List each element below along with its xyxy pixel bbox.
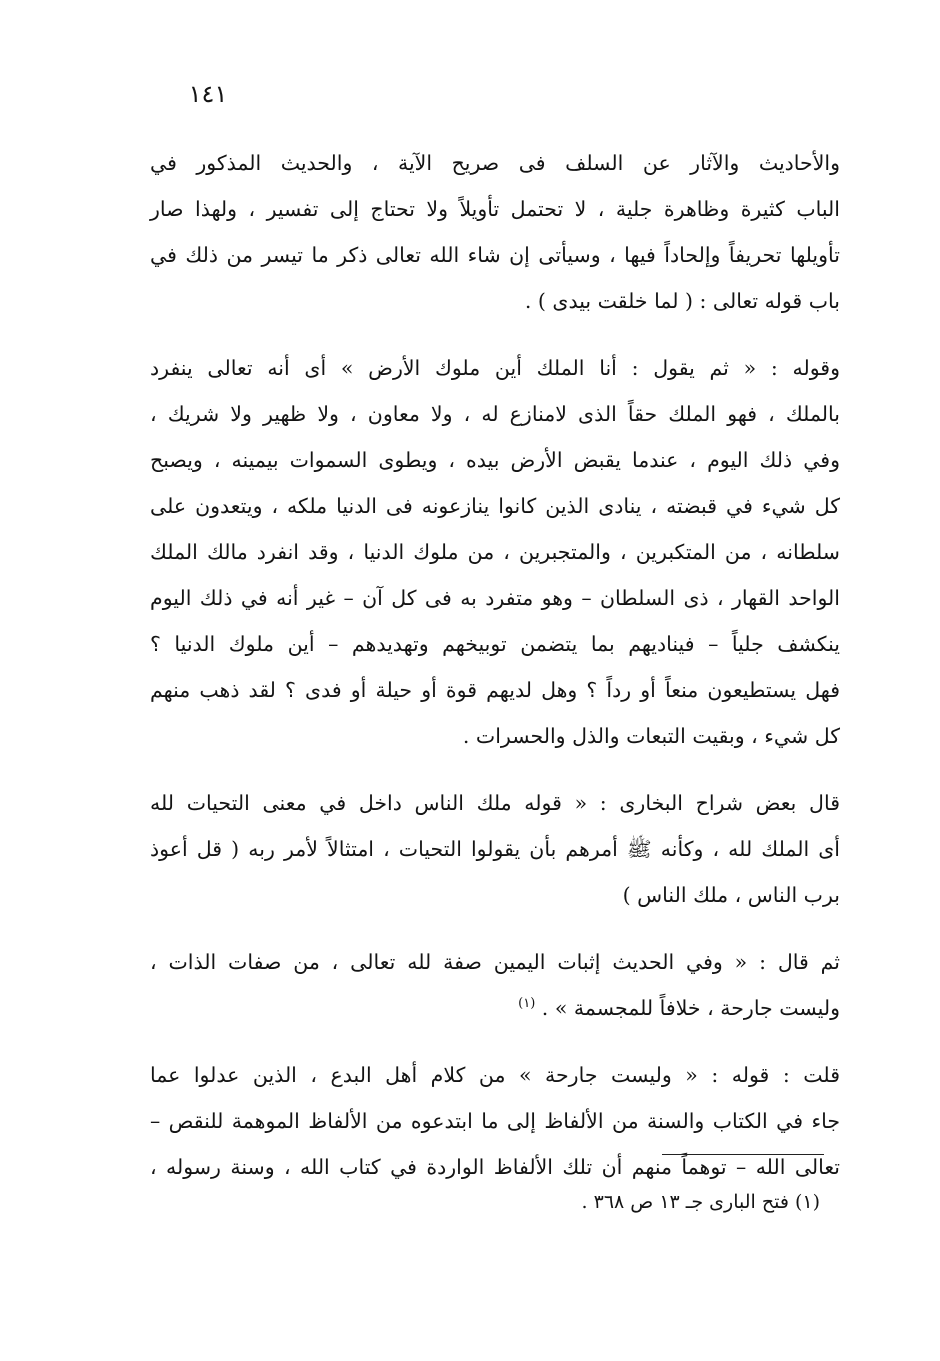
text-line: فهل يستطيعون منعاً أو رداً ؟ وهل لديهم قوة أو حيلة أو فدى ؟ لقد ذهب منهم: [150, 678, 840, 702]
footnote-divider: [662, 1154, 824, 1155]
text-line: باب قوله تعالى : ( لما خلقت بيدى ) .: [524, 289, 840, 313]
paragraph-4: [150, 939, 840, 1031]
text-line: أى الملك لله ، وكأنه ﷺ أمرهم بأن يقولوا التحيات ، امتثالاً لأمر ربه ( قل أعوذ: [150, 837, 840, 861]
text-line: وقوله : « ثم يقول : أنا الملك أين ملوك الأرض » أى أنه تعالى ينفرد: [150, 356, 840, 380]
text-line: وليست جارحة ، خلافاً للمجسمة » .: [541, 996, 840, 1020]
text-line: تأويلها تحريفاً وإلحاداً فيها ، وسيأتى إن شاء الله تعالى ذكر ما تيسر من ذلك في: [150, 243, 840, 267]
text-line: والأحاديث والآثار عن السلف فى صريح الآية ، والحديث المذكور في: [150, 151, 840, 175]
text-line: بالملك ، فهو الملك حقاً الذى لامنازع له ، ولا معاون ، ولا ظهير ولا شريك ،: [150, 402, 840, 426]
footnote: (١) فتح البارى جـ ١٣ ص ٣٦٨ .: [581, 1191, 820, 1213]
paragraph-1: [150, 140, 840, 324]
text-line: وفي ذلك اليوم ، عندما يقبض الأرض بيده ، ويطوى السموات بيمينه ، ويصبح: [150, 448, 840, 472]
text-line: ينكشف جلياً – فيناديهم بما يتضمن توبيخهم وتهديدهم – أين ملوك الدنيا ؟: [150, 632, 840, 656]
text-line: الباب كثيرة وظاهرة جلية ، لا تحتمل تأويلاً ولا تحتاج إلى تفسير ، ولهذا صار: [150, 197, 840, 221]
text-line: ثم قال : « وفي الحديث إثبات اليمين صفة لله تعالى ، من صفات الذات ،: [150, 950, 840, 974]
footnote-marker: (١): [518, 996, 536, 1011]
text-line: قال بعض شراح البخارى : « قوله ملك الناس داخل في معنى التحيات لله: [150, 791, 840, 815]
main-text: [150, 140, 840, 1211]
text-line-with-footnote: [150, 985, 840, 1031]
text-line: تعالى الله – توهماً منهم أن تلك الألفاظ الواردة في كتاب الله ، وسنة رسوله ،: [150, 1155, 840, 1179]
text-line: سلطانه ، من المتكبرين ، والمتجبرين ، من ملوك الدنيا ، وقد انفرد مالك الملك: [150, 540, 840, 564]
paragraph-3: [150, 780, 840, 918]
paragraph-2: [150, 345, 840, 759]
text-line: برب الناس ، ملك الناس ): [622, 883, 840, 907]
text-line: الواحد القهار ، ذى السلطان – وهو متفرد به فى كل آن – غير أنه في ذلك اليوم: [150, 586, 840, 610]
text-line: جاء في الكتاب والسنة من الألفاظ إلى ما ابتدعوه من الألفاظ الموهمة للنقص –: [150, 1109, 840, 1133]
page-number: ١٤١: [188, 80, 228, 108]
text-line: كل شيء في قبضته ، ينادى الذين كانوا ينازعونه فى الدنيا ملكه ، ويتعدون على: [150, 494, 840, 518]
text-line: كل شيء ، وبقيت التبعات والذل والحسرات .: [462, 724, 840, 748]
paragraph-5: [150, 1052, 840, 1190]
text-line: قلت : قوله : « وليست جارحة » من كلام أهل البدع ، الذين عدلوا عما: [150, 1063, 840, 1087]
